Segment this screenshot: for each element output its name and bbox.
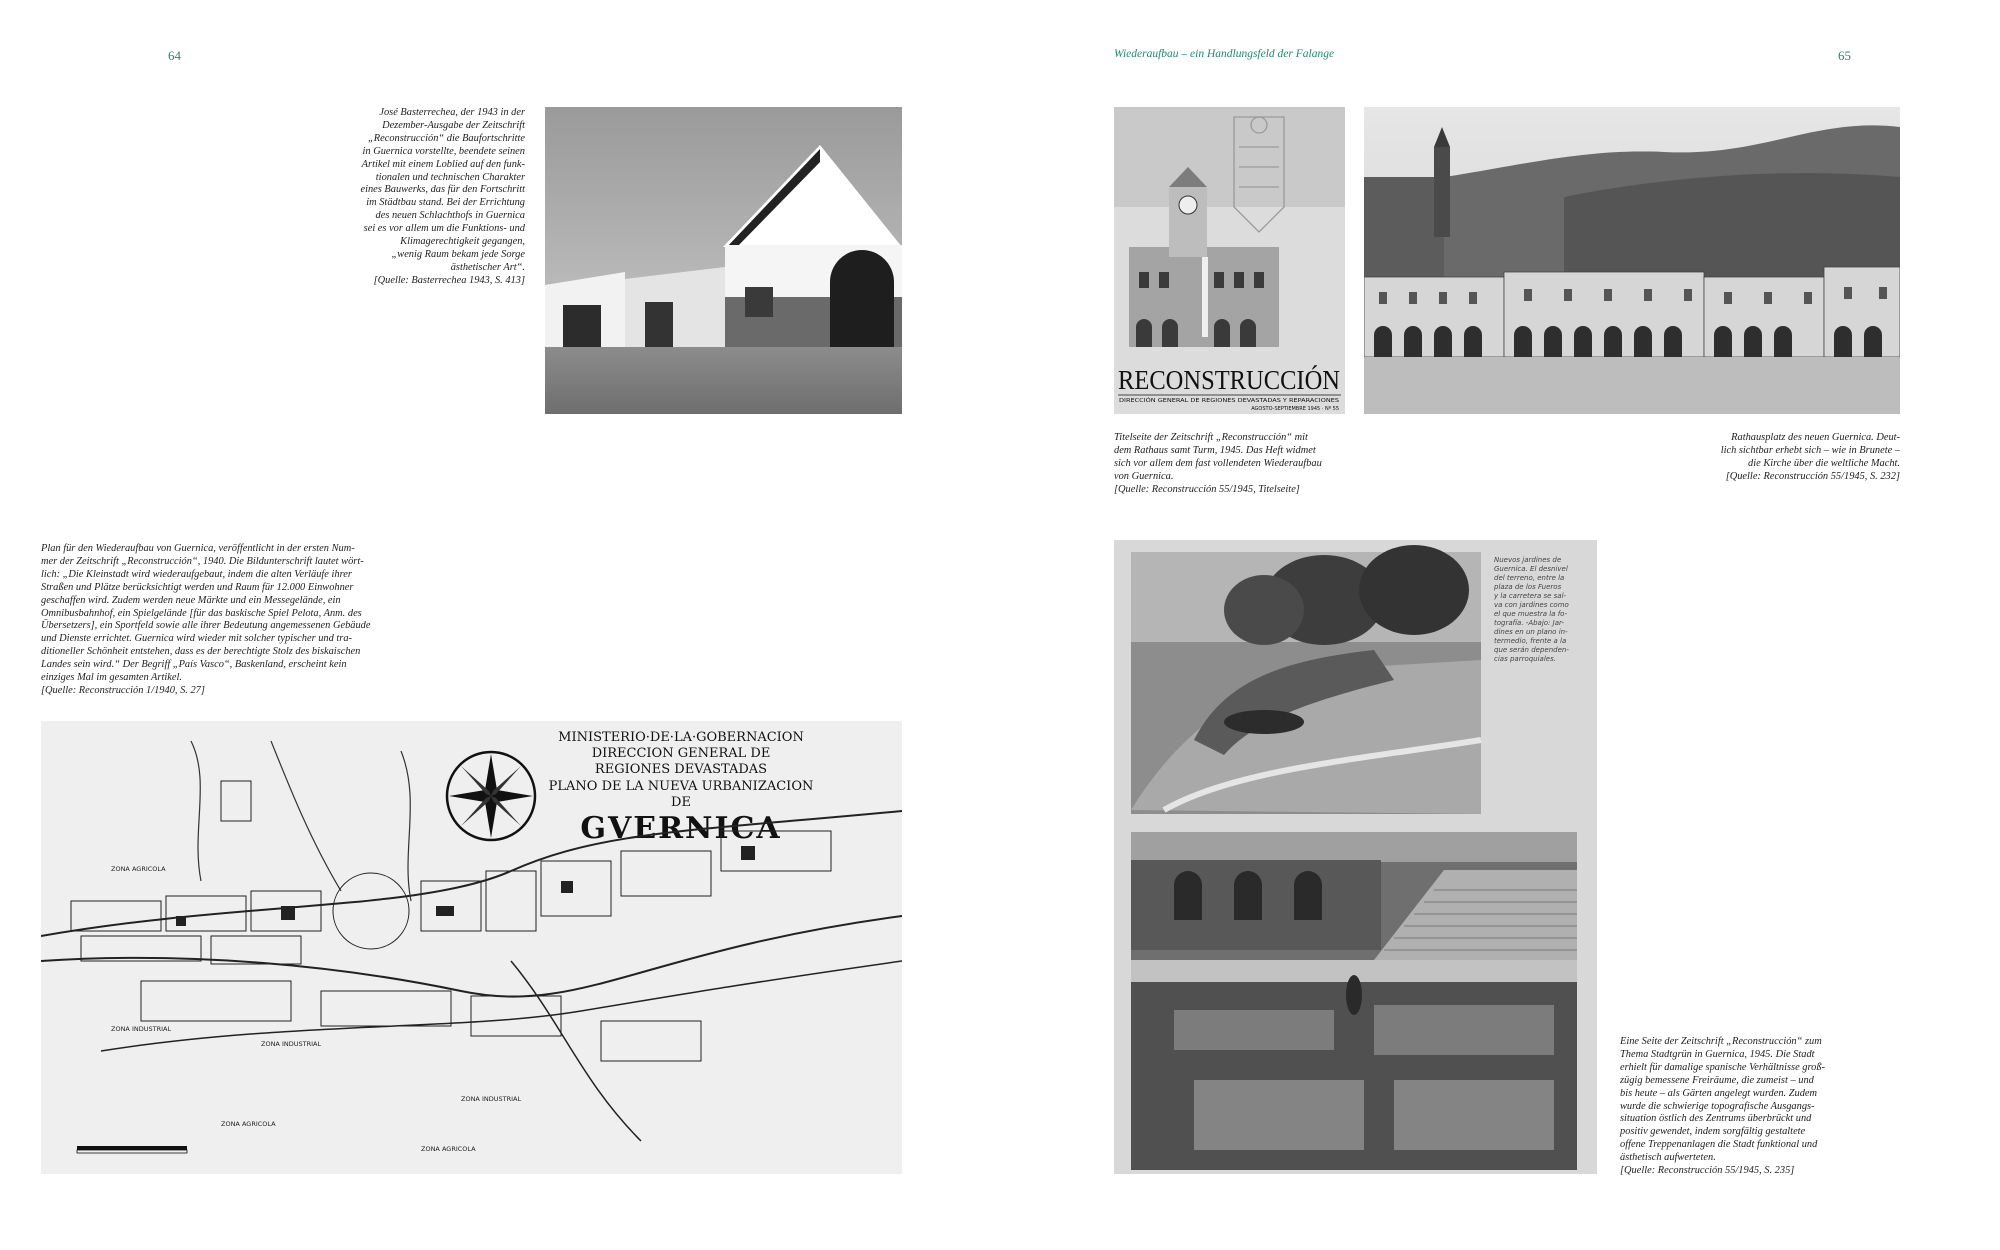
plan-heading-line: MINISTERIO·DE·LA·GOBERNACION	[558, 730, 804, 745]
caption-line: mer der Zeitschrift „Reconstrucción“, 1940. Die Bildunterschrift lautet wört-	[41, 555, 364, 567]
caption-line: zügig bemessene Freiräume, die zumeist – und	[1620, 1074, 1814, 1086]
caption-line: von Guernica.	[1114, 470, 1174, 482]
magazine-cover-image	[1114, 107, 1345, 414]
caption-line: Landes sein wird.“ Der Begriff „País Vasco“, Baskenland, erscheint kein	[41, 659, 347, 671]
caption-line: eines Bauwerks, das für den Fortschritt	[360, 184, 525, 196]
zone-label: ZONA AGRICOLA	[421, 1145, 476, 1153]
caption-line: Omnibusbahnhof, ein Spielgelände [für das baskische Spiel Pelota, Anm. des	[41, 607, 362, 619]
caption-line: lich: „Die Kleinstadt wird wiederaufgebaut, indem die alten Verläufe ihrer	[41, 568, 352, 580]
running-head: Wiederaufbau – ein Handlungsfeld der Falange	[1114, 48, 1335, 60]
caption-line: sich vor allem dem fast vollendeten Wiederaufbau	[1114, 457, 1322, 469]
magazine-text-line: cias parroquiales.	[1494, 655, 1556, 663]
caption-line: lich sichtbar erhebt sich – wie in Brunete –	[1720, 444, 1900, 456]
magazine-text-line: tografía. -Abajo: Jar-	[1494, 619, 1565, 627]
magazine-text-line: Guernica. El desnivel	[1494, 565, 1568, 573]
caption-line: sei es vor allem um die Funktions- und	[363, 223, 525, 235]
caption-line: und Dienste errichtet. Guernica wird wieder mit solcher typischer und tra-	[41, 633, 352, 645]
magazine-text-line: del terreno, entre la	[1494, 574, 1565, 582]
caption-line: Titelseite der Zeitschrift „Reconstrucción“ mit	[1114, 432, 1308, 443]
caption-source: [Quelle: Reconstrucción 1/1940, S. 27]	[41, 684, 205, 696]
plan-heading-line: PLANO DE LA NUEVA URBANIZACION	[548, 779, 814, 794]
caption-line: Straßen und Plätze berücksichtigt werden und Raum für 12.000 Einwohner	[41, 581, 354, 593]
magazine-page-image	[1114, 540, 1597, 1174]
plan-map	[41, 721, 902, 1174]
magazine-text-line: Nuevos jardines de	[1494, 556, 1562, 564]
caption-line: geschaffen wird. Zudem werden neue Märkte und ein Messegelände, ein	[41, 594, 341, 606]
caption-line: José Basterrechea, der 1943 in der	[379, 107, 525, 118]
zone-label: ZONA INDUSTRIAL	[261, 1040, 322, 1048]
magazine-text-line: que serán dependen-	[1494, 646, 1569, 654]
caption-source: [Quelle: Reconstrucción 55/1945, S. 232]	[1725, 470, 1900, 482]
caption-line: die Kirche über die weltliche Macht.	[1748, 457, 1900, 469]
caption-rathausplatz	[1640, 432, 1900, 484]
magazine-masthead: RECONSTRUCCIÓN	[1118, 365, 1340, 395]
compass-rose-icon	[447, 752, 535, 840]
caption-line: dem Rathaus samt Turm, 1945. Das Heft widmet	[1114, 444, 1316, 456]
magazine-text-line: va con jardines como	[1494, 601, 1569, 609]
caption-line: offene Treppenanlagen die Stadt funktional und	[1620, 1139, 1818, 1151]
caption-line: des neuen Schlachthofs in Guernica	[375, 210, 525, 222]
plan-city-name: GVERNICA	[580, 811, 782, 846]
magazine-text-line: dines en un plano in-	[1494, 628, 1568, 636]
caption-line: Artikel mit einem Loblied auf den funk-	[361, 158, 525, 170]
caption-line: ästhetischer Art“.	[450, 261, 525, 273]
caption-source: [Quelle: Reconstrucción 55/1945, Titelseite]	[1114, 483, 1300, 495]
caption-line: situation östlich des Zentrums überbrückt und	[1620, 1113, 1812, 1125]
caption-line: in Guernica vorstellte, beendete seinen	[362, 145, 525, 157]
caption-line: Übersetzers], ein Sportfeld sowie alle ihrer Bedeutung angemessenen Gebäude	[41, 620, 371, 632]
caption-line: im Städtbau stand. Bei der Errichtung	[366, 197, 525, 209]
photo-magazine-cover	[1114, 107, 1345, 414]
caption-line: tionalen und technischen Charakter	[375, 171, 525, 183]
caption-line: Klimagerechtigkeit gegangen,	[400, 236, 525, 248]
caption-titelseite	[1114, 432, 1354, 497]
folio-right: 65	[1838, 48, 1851, 63]
photo-rathausplatz	[1364, 107, 1900, 414]
rathausplatz-image	[1364, 107, 1900, 414]
plan-heading-line: DE	[671, 795, 691, 810]
plan-heading-line: DIRECCION GENERAL DE	[591, 746, 771, 761]
photo-magazine-page-gardens	[1114, 540, 1597, 1174]
caption-line: Thema Stadtgrün in Guernica, 1945. Die Stadt	[1620, 1048, 1815, 1060]
folio-left: 64	[168, 48, 181, 63]
caption-line: „Reconstrucción“ die Baufortschritte	[368, 132, 525, 144]
photo-schlachthof	[545, 107, 902, 414]
caption-basterrechea	[330, 107, 525, 288]
garden-photo-top	[1131, 545, 1481, 814]
caption-source: [Quelle: Basterrechea 1943, S. 413]	[373, 274, 525, 286]
caption-line: ditioneller Schönheit entstehen, dass es der berechtigte Stolz des biskaischen	[41, 646, 361, 658]
magazine-issue: AGOSTO-SEPTIEMBRE 1945 · Nº 55	[1251, 406, 1339, 412]
caption-plan	[41, 543, 421, 698]
magazine-text-line: termedio, frente a la	[1494, 637, 1567, 645]
zone-label: ZONA AGRICOLA	[111, 865, 166, 873]
schlachthof-image	[545, 107, 902, 414]
magazine-text-line: plaza de los Fueros	[1494, 583, 1562, 591]
zone-label: ZONA INDUSTRIAL	[111, 1025, 172, 1033]
magazine-text-line: el que muestra la fo-	[1494, 610, 1567, 618]
garden-photo-bottom	[1131, 832, 1577, 1170]
caption-line: einziges Mal im gesamten Artikel.	[41, 672, 182, 684]
caption-line: „wenig Raum bekam jede Sorge	[391, 248, 525, 260]
caption-line: wurde die schwierige topografische Ausgangs-	[1620, 1100, 1815, 1112]
caption-line: erhielt für damalige spanische Verhältnisse groß-	[1620, 1061, 1826, 1073]
caption-line: Plan für den Wiederaufbau von Guernica, veröffentlicht in der ersten Num-	[41, 543, 355, 554]
magazine-subtitle: DIRECCIÓN GENERAL DE REGIONES DEVASTADAS Y REPARACIONES	[1119, 398, 1288, 404]
caption-line: Rathausplatz des neuen Guernica. Deut-	[1731, 432, 1900, 443]
plan-heading-line: REGIONES DEVASTADAS	[594, 762, 768, 777]
magazine-text-line: y la carretera se sal-	[1494, 592, 1567, 600]
caption-line: ästhetisch aufwerteten.	[1620, 1152, 1716, 1164]
plan-map-drawing	[41, 721, 902, 1174]
caption-line: Dezember-Ausgabe der Zeitschrift	[382, 119, 525, 131]
caption-line: positiv gewendet, indem sorgfältig gestaltete	[1620, 1126, 1806, 1138]
caption-line: bis heute – als Gärten angelegt wurden. Zudem	[1620, 1087, 1818, 1099]
caption-source: [Quelle: Reconstrucción 55/1945, S. 235]	[1620, 1165, 1795, 1177]
zone-label: ZONA AGRICOLA	[221, 1120, 276, 1128]
caption-stadtgruen	[1620, 1036, 1900, 1178]
zone-label: ZONA INDUSTRIAL	[461, 1095, 522, 1103]
caption-line: Eine Seite der Zeitschrift „Reconstrucción“ zum	[1620, 1036, 1822, 1047]
